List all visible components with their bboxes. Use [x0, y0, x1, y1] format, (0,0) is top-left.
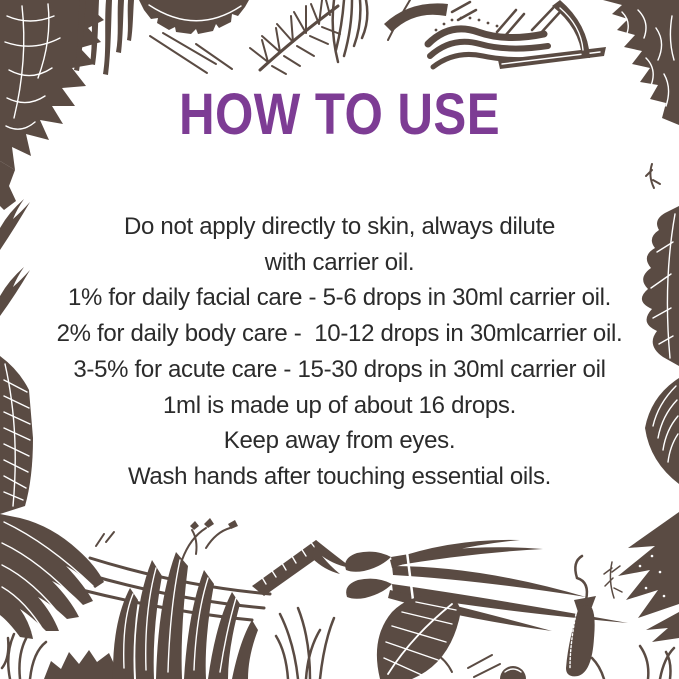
instruction-line-7: Keep away from eyes. [223, 427, 456, 455]
instruction-line-3: 1% for daily facial care - 5-6 drops in 30ml carrier oil. [67, 284, 612, 312]
grass-tuft-bottom-left-icon [2, 632, 120, 679]
twigs-top-icon [150, 33, 232, 73]
grass-cluster-top-mid-icon [333, 0, 368, 62]
instruction-line-5: 3-5% for acute care - 15-30 drops in 30ml carrier oil [73, 355, 606, 383]
feather-dart-bottom-icon [252, 540, 352, 596]
serrated-leaf-top-icon [139, 0, 249, 34]
conifer-sprig-top-icon [250, 0, 340, 74]
instruction-line-6: 1ml is made up of about 16 drops. [163, 391, 516, 419]
grass-sprigs-bottom-right-icon [592, 646, 674, 679]
ruffled-frond-bottom-right-icon [618, 512, 679, 642]
instruction-line-8: Wash hands after touching essential oils. [127, 462, 552, 490]
page-title: HOW TO USE [178, 82, 501, 147]
instruction-line-4: 2% for daily body care - 10-12 drops in 30mlcarrier oil. [56, 320, 623, 348]
instruction-line-1: Do not apply directly to skin, always dilute [123, 213, 555, 240]
fern-sprig-bottom-icon [604, 562, 622, 598]
crescent-branch-top-icon [552, 0, 590, 58]
grass-tuft-bottom-mid-icon [276, 608, 334, 679]
bulb-sprigs-bottom-mid-icon [436, 654, 526, 679]
instruction-line-2: with carrier oil. [264, 248, 415, 276]
instructions-text-block [0, 209, 679, 495]
